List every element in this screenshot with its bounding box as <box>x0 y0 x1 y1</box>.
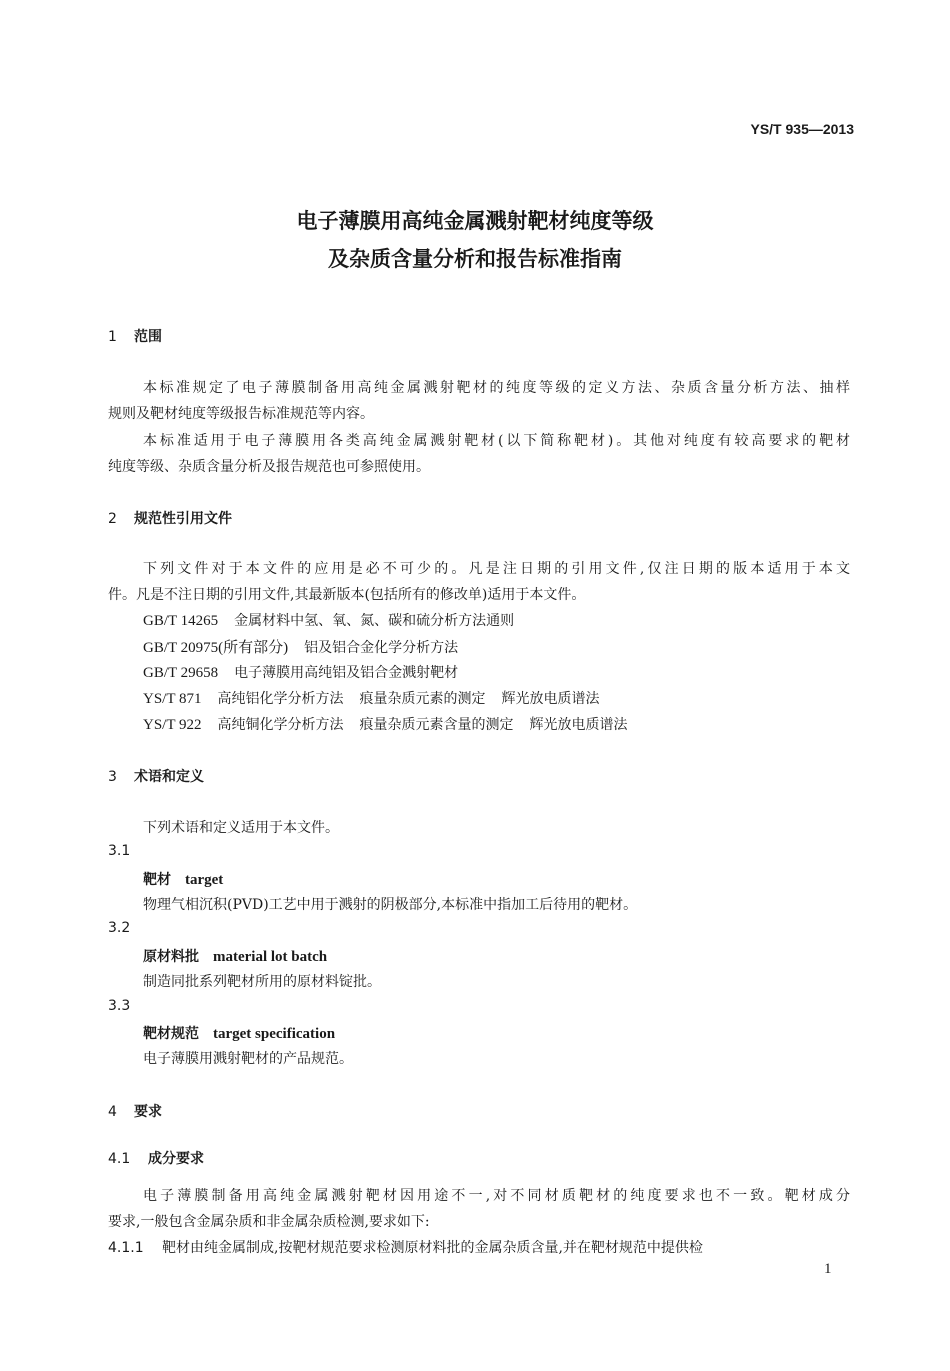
subsection-number: 4.1 <box>108 1151 131 1167</box>
section-title: 规范性引用文件 <box>134 511 232 527</box>
section-title: 范围 <box>134 329 162 345</box>
term-chinese: 原材料批 <box>143 949 199 965</box>
reference-title: 金属材料中氢、氧、氮、碳和硫分析方法通则 <box>234 613 515 629</box>
reference-code: YS/T 871 <box>143 691 202 707</box>
term-chinese: 靶材规范 <box>143 1026 199 1042</box>
reference-code: GB/T 14265 <box>143 613 219 629</box>
reference-title: 电子薄膜用高纯铝及铝合金溅射靶材 <box>234 665 459 681</box>
reference-item <box>143 610 514 630</box>
subsection-4-1-heading <box>108 1148 204 1168</box>
reference-title: 高纯铝化学分析方法 <box>217 691 344 707</box>
term-heading <box>143 1023 335 1043</box>
term-number: 3.1 <box>108 843 131 859</box>
paragraph-line: 电子薄膜制备用高纯金属溅射靶材因用途不一,对不同材质靶材的纯度要求也不一致。靶材成分 <box>143 1188 850 1204</box>
term-number: 3.2 <box>108 920 131 936</box>
term-english: target <box>185 872 224 888</box>
term-number: 3.3 <box>108 998 131 1014</box>
document-title-line1: 电子薄膜用高纯金属溅射靶材纯度等级 <box>296 209 654 233</box>
reference-title-part2: 痕量杂质元素的测定 <box>359 691 486 707</box>
section-number: 2 <box>108 511 117 527</box>
reference-item <box>143 636 458 657</box>
term-definition: 制造同批系列靶材所用的原材料锭批。 <box>143 974 381 990</box>
section-3-heading <box>108 766 204 786</box>
term-english: target specification <box>213 1026 336 1042</box>
paragraph-line: 件。凡是不注日期的引用文件,其最新版本(包括所有的修改单)适用于本文件。 <box>108 587 586 603</box>
paragraph-line: 本标准适用于电子薄膜用各类高纯金属溅射靶材(以下简称靶材)。其他对纯度有较高要求的靶材 <box>143 433 850 449</box>
reference-code: GB/T 29658 <box>143 665 219 681</box>
section-number: 4 <box>108 1104 117 1120</box>
section-4-heading <box>108 1101 162 1121</box>
term-english: material lot batch <box>213 949 328 965</box>
reference-title-part2: 痕量杂质元素含量的测定 <box>359 717 514 733</box>
reference-code: YS/T 922 <box>143 717 202 733</box>
reference-item <box>143 662 458 682</box>
section-1-heading <box>108 326 162 346</box>
term-heading <box>143 946 327 966</box>
paragraph-line: 要求,一般包含金属杂质和非金属杂质检测,要求如下: <box>108 1214 430 1230</box>
paragraph-line: 下列文件对于本文件的应用是必不可少的。凡是注日期的引用文件,仅注日期的版本适用于本文 <box>143 561 850 577</box>
page-number: 1 <box>824 1261 832 1277</box>
section-2-heading <box>108 508 232 528</box>
standard-number: YS/T 935—2013 <box>750 121 854 137</box>
document-title-line2: 及杂质含量分析和报告标准指南 <box>328 247 622 271</box>
clause-4-1-1 <box>108 1237 850 1257</box>
section-number: 3 <box>108 769 117 785</box>
paragraph-line: 下列术语和定义适用于本文件。 <box>143 820 339 836</box>
subsection-title: 成分要求 <box>148 1151 204 1167</box>
paragraph-line: 规则及靶材纯度等级报告标准规范等内容。 <box>108 406 374 422</box>
clause-text: 靶材由纯金属制成,按靶材规范要求检测原材料批的金属杂质含量,并在靶材规范中提供检 <box>162 1240 703 1256</box>
reference-title: 高纯铜化学分析方法 <box>217 717 344 733</box>
paragraph-line: 纯度等级、杂质含量分析及报告规范也可参照使用。 <box>108 459 430 475</box>
section-title: 要求 <box>134 1104 162 1120</box>
reference-item <box>143 688 599 708</box>
reference-title: 铝及铝合金化学分析方法 <box>304 640 459 656</box>
reference-title-part3: 辉光放电质谱法 <box>529 717 628 733</box>
clause-number: 4.1.1 <box>108 1240 144 1256</box>
reference-item <box>143 714 627 734</box>
reference-title-part3: 辉光放电质谱法 <box>501 691 600 707</box>
term-heading <box>143 869 223 889</box>
reference-code: GB/T 20975(所有部分) <box>143 640 289 656</box>
section-number: 1 <box>108 329 117 345</box>
paragraph-line: 本标准规定了电子薄膜制备用高纯金属溅射靶材的纯度等级的定义方法、杂质含量分析方法、抽样 <box>143 380 850 396</box>
term-definition: 物理气相沉积(PVD)工艺中用于溅射的阴极部分,本标准中指加工后待用的靶材。 <box>143 897 638 913</box>
section-title: 术语和定义 <box>134 769 204 785</box>
term-chinese: 靶材 <box>143 872 171 888</box>
term-definition: 电子薄膜用溅射靶材的产品规范。 <box>143 1051 353 1067</box>
